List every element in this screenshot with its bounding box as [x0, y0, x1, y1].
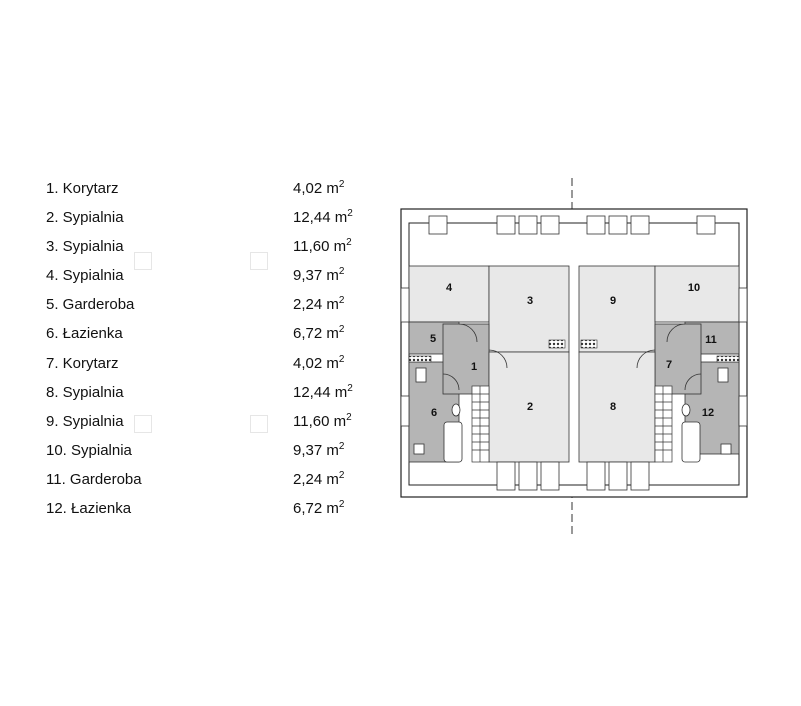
room-row	[46, 290, 376, 319]
room-name: 10. Sypialnia	[46, 441, 132, 459]
watermark-square	[134, 252, 152, 270]
window-side-right	[739, 288, 747, 322]
room-row	[46, 407, 376, 436]
room-row	[46, 378, 376, 407]
shower-right	[721, 444, 731, 454]
watermark-square	[250, 415, 268, 433]
room-row	[46, 261, 376, 290]
room-8	[579, 352, 655, 462]
room-number-12: 12	[701, 407, 715, 419]
window-side-left	[401, 396, 409, 426]
room-number-4: 4	[445, 282, 453, 294]
room-number-5: 5	[429, 333, 437, 345]
room-area: 9,37 $m^2$	[293, 266, 345, 285]
floor-plan	[396, 178, 760, 538]
room-row	[46, 174, 376, 203]
stairs-right	[655, 386, 672, 462]
toilet-left	[416, 368, 426, 382]
room-name: 1. Korytarz	[46, 180, 119, 197]
room-area: 6,72 $m^2$	[293, 324, 345, 343]
room-area: 4,02 $m^2$	[293, 179, 345, 197]
room-7	[655, 324, 701, 394]
room-name: 2. Sypialnia	[46, 209, 124, 227]
room-number-3: 3	[526, 295, 534, 307]
radiator-left-2	[549, 340, 565, 348]
room-row	[46, 494, 376, 523]
room-area: 12,44 $m^2$	[293, 382, 353, 401]
shower-left	[414, 444, 424, 454]
room-number-2: 2	[526, 401, 534, 413]
room-9	[579, 266, 655, 352]
room-number-6: 6	[430, 407, 438, 419]
room-row	[46, 465, 376, 494]
room-row	[46, 349, 376, 378]
bathtub-left	[444, 422, 462, 462]
room-area: 2,24 $m^2$	[293, 295, 345, 314]
room-name: 4. Sypialnia	[46, 267, 124, 285]
room-name: 3. Sypialnia	[46, 238, 124, 256]
room-number-10: 10	[687, 282, 701, 294]
room-area: 11,60 $m^2$	[293, 237, 352, 256]
room-name: 12. Łazienka	[46, 500, 132, 518]
windows-bottom-right	[587, 462, 649, 490]
room-area: 2,24 $m^2$	[293, 469, 345, 488]
window-side-right	[739, 396, 747, 426]
radiator-right-1	[717, 356, 739, 362]
room-number-11: 11	[705, 334, 717, 346]
watermark-square	[134, 415, 152, 433]
room-row	[46, 232, 376, 261]
room-row	[46, 319, 376, 348]
room-name: 6. Łazienka	[46, 325, 123, 343]
watermark-square	[250, 252, 268, 270]
room-area: 9,37 $m^2$	[293, 440, 345, 459]
room-1	[443, 324, 489, 394]
room-list	[46, 174, 376, 523]
bathtub-right	[682, 422, 700, 462]
windows-bottom-left	[497, 462, 559, 490]
room-row	[46, 436, 376, 465]
window-side-left	[401, 288, 409, 322]
room-row	[46, 203, 376, 232]
room-4	[409, 266, 489, 322]
room-area: 12,44 $m^2$	[293, 208, 353, 227]
sink-right	[682, 404, 690, 416]
room-name: 7. Korytarz	[46, 354, 119, 372]
room-number-7: 7	[665, 359, 673, 371]
room-area: 11,60 $m^2$	[293, 411, 352, 430]
toilet-right	[718, 368, 728, 382]
radiator-left-1	[409, 356, 431, 362]
room-name: 5. Garderoba	[46, 296, 135, 314]
room-area: 4,02 $m^2$	[293, 353, 345, 372]
room-number-1: 1	[470, 361, 478, 373]
stairs-left	[472, 386, 489, 462]
room-name: 11. Garderoba	[46, 470, 142, 488]
room-name: 9. Sypialnia	[46, 412, 124, 430]
room-name: 8. Sypialnia	[46, 383, 124, 401]
room-number-8: 8	[609, 401, 617, 413]
room-area: 6,72 $m^2$	[293, 499, 345, 518]
radiator-right-2	[581, 340, 597, 348]
sink-left	[452, 404, 460, 416]
room-3	[489, 266, 569, 352]
room-number-9: 9	[609, 295, 617, 307]
room-10	[655, 266, 739, 322]
